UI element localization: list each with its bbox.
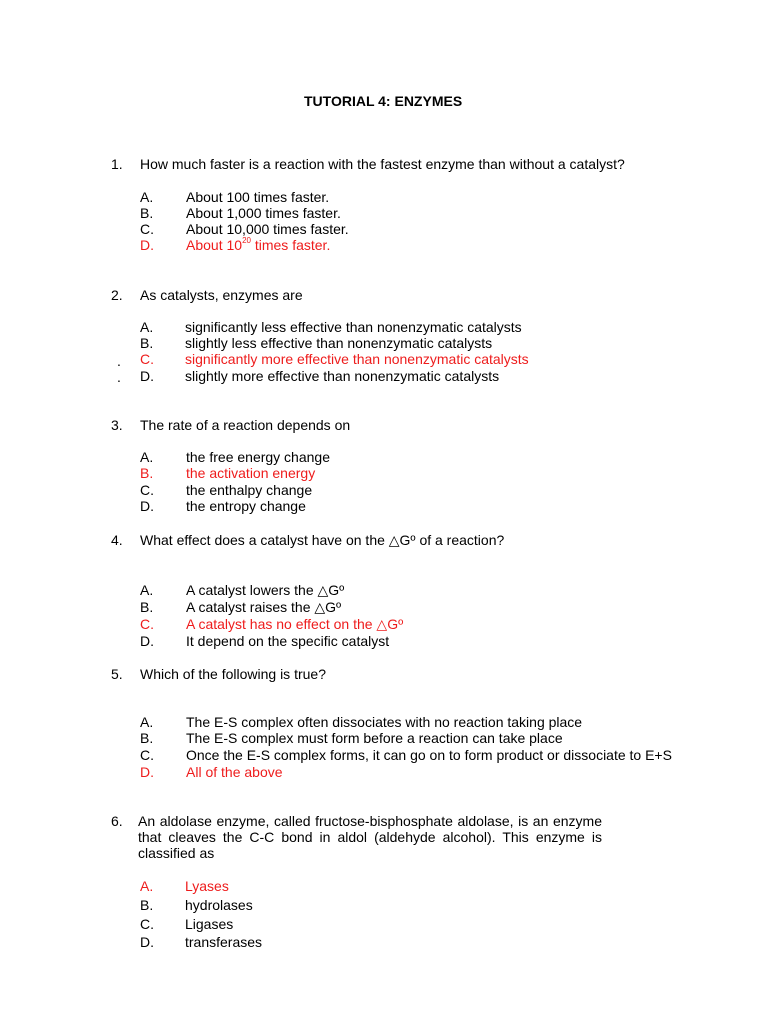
option-text: About 10,000 times faster. — [186, 221, 349, 237]
correct-option-letter: B. — [140, 465, 154, 481]
question-number: 6. — [111, 813, 123, 829]
option-letter: A. — [140, 189, 154, 205]
option-letter: D. — [140, 934, 154, 950]
correct-option-letter: D. — [140, 764, 154, 780]
option-letter: B. — [140, 205, 154, 221]
option-text: The E-S complex often dissociates with no reaction taking place — [186, 714, 583, 730]
option-text: transferases — [185, 934, 263, 950]
option-text: slightly more effective than nonenzymatic catalysts — [185, 368, 500, 384]
option-letter: C. — [140, 221, 154, 237]
option-letter: A. — [140, 714, 154, 730]
option-letter: D. — [140, 498, 154, 514]
correct-option-text: About $10^{20}$ times faster. — [186, 236, 331, 253]
correct-option-letter: D. — [140, 237, 154, 253]
correct-option-letter: C. — [140, 616, 154, 632]
option-letter: B. — [140, 335, 154, 351]
option-text: Ligases — [185, 916, 234, 932]
option-letter: C. — [140, 916, 154, 932]
option-letter: A. — [140, 582, 154, 598]
question-text: How much faster is a reaction with the fastest enzyme than without a catalyst? — [140, 156, 625, 172]
page-title: TUTORIAL 4: ENZYMES — [304, 93, 463, 109]
stray-dot: . — [117, 353, 121, 369]
option-letter: C. — [140, 747, 154, 763]
option-text: The E-S complex must form before a reaction can take place — [186, 730, 563, 746]
option-text: It depend on the specific catalyst — [186, 633, 390, 649]
option-text: About 100 times faster. — [186, 189, 330, 205]
question-text: An aldolase enzyme, called fructose-bisphosphate aldolase, is an enzyme that cleaves the C-C bond in aldol (aldehyde alcohol). This enzyme is classified as — [138, 813, 602, 861]
question-text: What effect does a catalyst have on the △Gº of a reaction? — [140, 532, 505, 548]
question-text: As catalysts, enzymes are — [140, 287, 303, 303]
correct-option-text: the activation energy — [186, 465, 316, 481]
question-number: 2. — [111, 287, 123, 303]
option-letter: B. — [140, 897, 154, 913]
option-text: the enthalpy change — [186, 482, 313, 498]
option-text: the free energy change — [186, 449, 330, 465]
option-text: About 1,000 times faster. — [186, 205, 341, 221]
question-text: Which of the following is true? — [140, 666, 326, 682]
option-letter: C. — [140, 482, 154, 498]
option-text: significantly less effective than nonenzymatic catalysts — [185, 319, 522, 335]
option-text: hydrolases — [185, 897, 253, 913]
option-letter: D. — [140, 368, 154, 384]
option-letter: D. — [140, 633, 154, 649]
correct-option-letter: A. — [140, 878, 154, 894]
stray-dot: . — [117, 369, 121, 385]
option-letter: A. — [140, 319, 154, 335]
correct-option-text: Lyases — [185, 878, 229, 894]
correct-option-text: significantly more effective than nonenzymatic catalysts — [185, 351, 529, 367]
option-text: slightly less effective than nonenzymatic catalysts — [185, 335, 493, 351]
option-letter: B. — [140, 599, 154, 615]
question-number: 1. — [111, 156, 123, 172]
question-number: 5. — [111, 666, 123, 682]
option-text: Once the E-S complex forms, it can go on to form product or dissociate to E+S — [186, 747, 672, 763]
question-number: 3. — [111, 417, 123, 433]
option-text: A catalyst raises the △Gº — [186, 599, 342, 615]
correct-option-text: A catalyst has no effect on the △Gº — [186, 616, 404, 632]
option-letter: B. — [140, 730, 154, 746]
exponent: 20 — [242, 236, 251, 246]
correct-option-letter: C. — [140, 351, 154, 367]
option-letter: A. — [140, 449, 154, 465]
question-number: 4. — [111, 532, 123, 548]
question-text: The rate of a reaction depends on — [140, 417, 351, 433]
option-text: the entropy change — [186, 498, 306, 514]
correct-option-text: All of the above — [186, 764, 283, 780]
option-text: A catalyst lowers the △Gº — [186, 582, 345, 598]
